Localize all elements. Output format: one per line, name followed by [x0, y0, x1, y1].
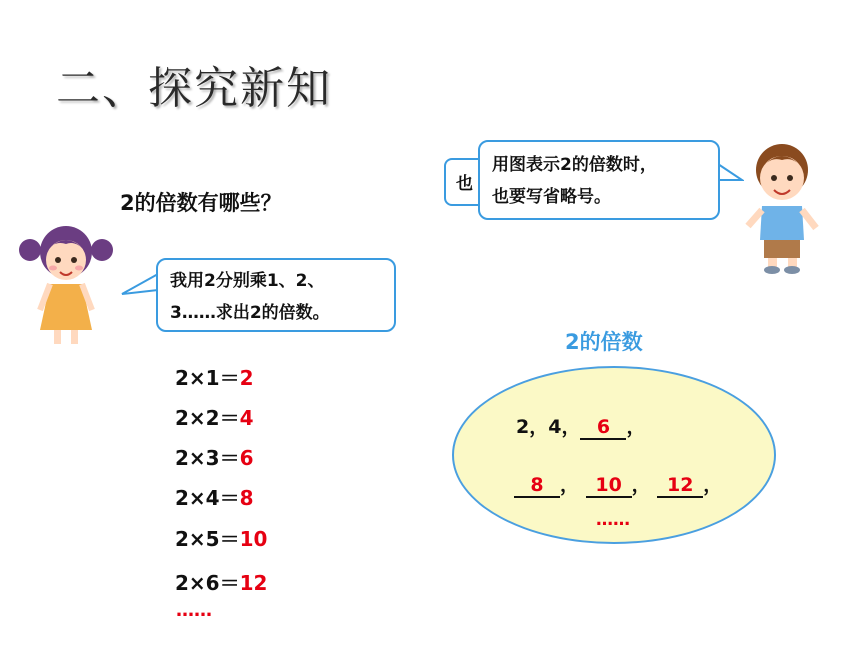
set-row-1	[516, 412, 645, 440]
equation-row	[175, 482, 254, 511]
equation-expr: 2×3＝	[175, 446, 240, 470]
blank-answer: 12	[657, 474, 703, 498]
set-ellipsis: ……	[596, 510, 630, 530]
equation-result: 2	[239, 366, 254, 390]
equation-expr: 2×5＝	[175, 527, 240, 551]
boy-illustration	[738, 136, 828, 276]
boy-bubble-line2: 也要写省略号。	[492, 187, 611, 207]
girl-bubble-line1: 我用2分别乘1、2、	[170, 271, 325, 291]
girl-speech-bubble	[156, 258, 396, 332]
page-title: 二、探究新知	[56, 63, 332, 114]
equation-expr: 2×4＝	[175, 486, 240, 510]
back-bubble-text: 也	[456, 174, 473, 194]
equation-expr: 2×2＝	[175, 406, 240, 430]
equation-result: 4	[239, 406, 254, 430]
equation-row	[175, 402, 254, 431]
equations-ellipsis: ……	[176, 600, 212, 621]
set-separator: ，	[631, 474, 651, 496]
equation-expr: 2×1＝	[175, 366, 240, 390]
equation-row	[175, 567, 267, 596]
set-label: 2的倍数	[565, 330, 643, 354]
set-separator: ，	[560, 474, 580, 496]
equation-result: 12	[239, 571, 268, 595]
equation-row	[175, 523, 267, 552]
set-row-2	[514, 470, 722, 498]
blank-answer: 6	[580, 416, 626, 440]
set-separator: ，	[703, 474, 723, 496]
question-text: 2的倍数有哪些？	[120, 191, 282, 215]
girl-bubble-tail	[120, 270, 160, 300]
boy-bubble-line1: 用图表示2的倍数时，	[492, 155, 657, 175]
boy-bubble-tail	[716, 158, 744, 188]
girl-illustration	[18, 218, 114, 348]
set-separator: ，	[626, 416, 646, 438]
equation-row	[175, 442, 254, 471]
equation-result: 6	[239, 446, 254, 470]
blank-answer: 8	[514, 474, 560, 498]
equation-expr: 2×6＝	[175, 571, 240, 595]
set-row1-prefix: 2，4，	[516, 416, 581, 438]
girl-bubble-line2: 3……求出2的倍数。	[170, 303, 330, 323]
equation-result: 10	[239, 527, 268, 551]
blank-answer: 10	[586, 474, 632, 498]
equation-row	[175, 362, 254, 391]
boy-speech-bubble	[478, 140, 720, 220]
equation-result: 8	[239, 486, 254, 510]
